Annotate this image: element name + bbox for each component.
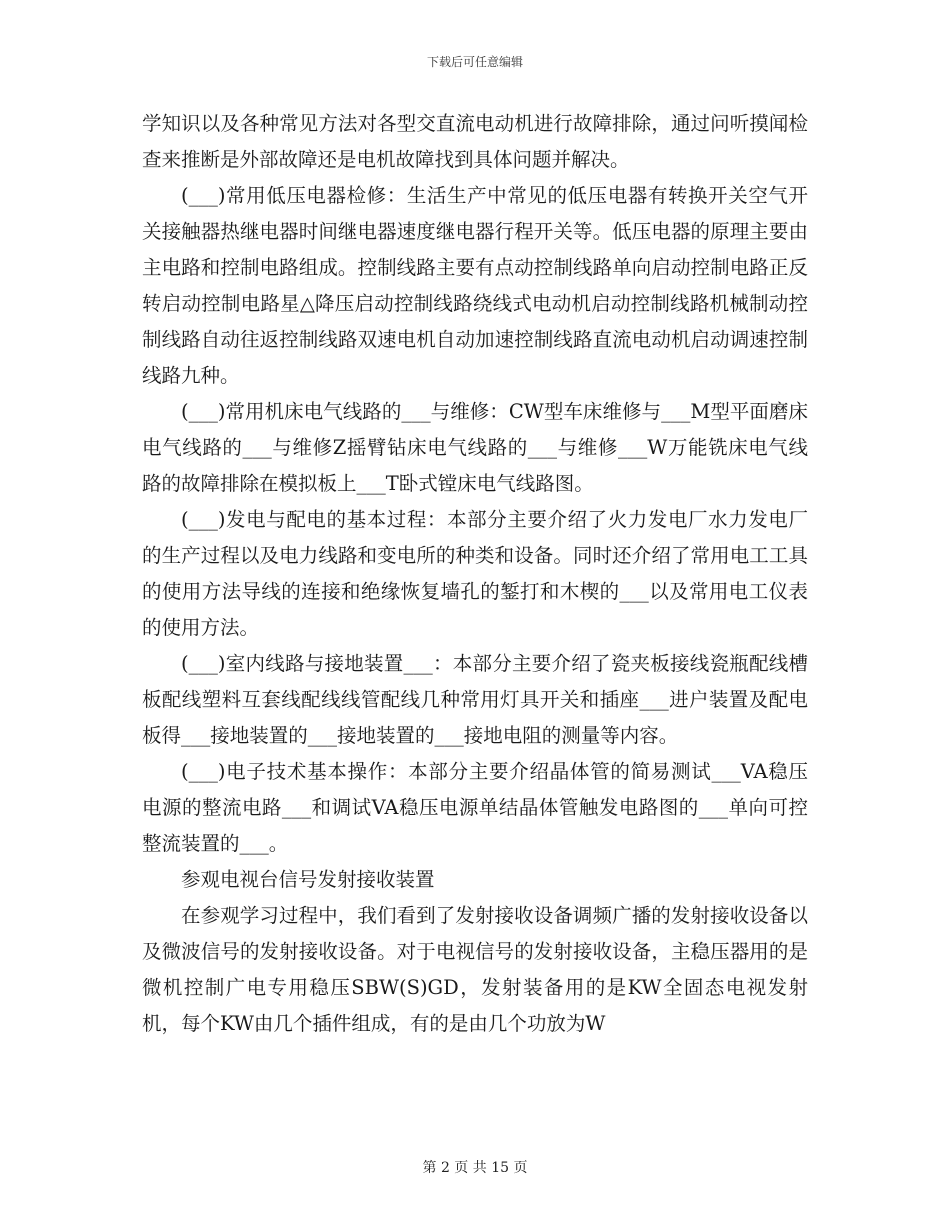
paragraph-5: (___)室内线路与接地装置___：本部分主要介绍了瓷夹板接线瓷瓶配线槽板配线塑料互套线配线线管配线几种常用灯具开关和插座___进户装置及配电板得___接地装置的___接地装置的___接地电阻的测量等内容。 <box>142 652 808 747</box>
page-header: 下载后可任意编辑 <box>426 55 523 69</box>
paragraph-3: (___)常用机床电气线路的___与维修：CW型车床维修与___M型平面磨床电气线路的___与维修Z摇臂钻床电气线路的___与维修___W万能铣床电气线路的故障排除在模拟板上___T卧式镗床电气线路图。 <box>142 400 808 495</box>
page-footer: 第 2 页 共 15 页 <box>422 1160 528 1176</box>
paragraph-6: (___)电子技术基本操作：本部分主要介绍晶体管的简易测试___VA稳压电源的整流电路___和调试VA稳压电源单结晶体管触发电路图的___单向可控整流装置的___。 <box>142 760 808 855</box>
paragraph-4: (___)发电与配电的基本过程：本部分主要介绍了火力发电厂水力发电厂的生产过程以及电力线路和变电所的种类和设备。同时还介绍了常用电工工具的使用方法导线的连接和绝缘恢复墙孔的錾打和木楔的___以及常用电工仪表的使用方法。 <box>142 508 808 639</box>
paragraph-2: (___)常用低压电器检修：生活生产中常见的低压电器有转换开关空气开关接触器热继电器时间继电器速度继电器行程开关等。低压电器的原理主要由主电路和控制电路组成。控制线路主要有点动控制线路单向启动控制电路正反转启动控制电路星△降压启动控制线路绕线式电动机启动控制线路机械制动控制线路自动往返控制线路双速电机自动加速控制线路直流电动机启动调速控制线路九种。 <box>142 184 808 387</box>
paragraph-1: 学知识以及各种常见方法对各型交直流电动机进行故障排除，通过问听摸闻检查来推断是外部故障还是电机故障找到具体问题并解决。 <box>142 112 808 171</box>
document-body <box>142 106 808 1042</box>
paragraph-7: 在参观学习过程中，我们看到了发射接收设备调频广播的发射接收设备以及微波信号的发射接收设备。对于电视信号的发射接收设备，主稳压器用的是微机控制广电专用稳压SBW(S)GD，发射装备用的是KW全固态电视发射机，每个KW由几个插件组成，有的是由几个功放为W <box>142 904 808 1035</box>
section-heading: 参观电视台信号发射接收装置 <box>181 868 435 891</box>
